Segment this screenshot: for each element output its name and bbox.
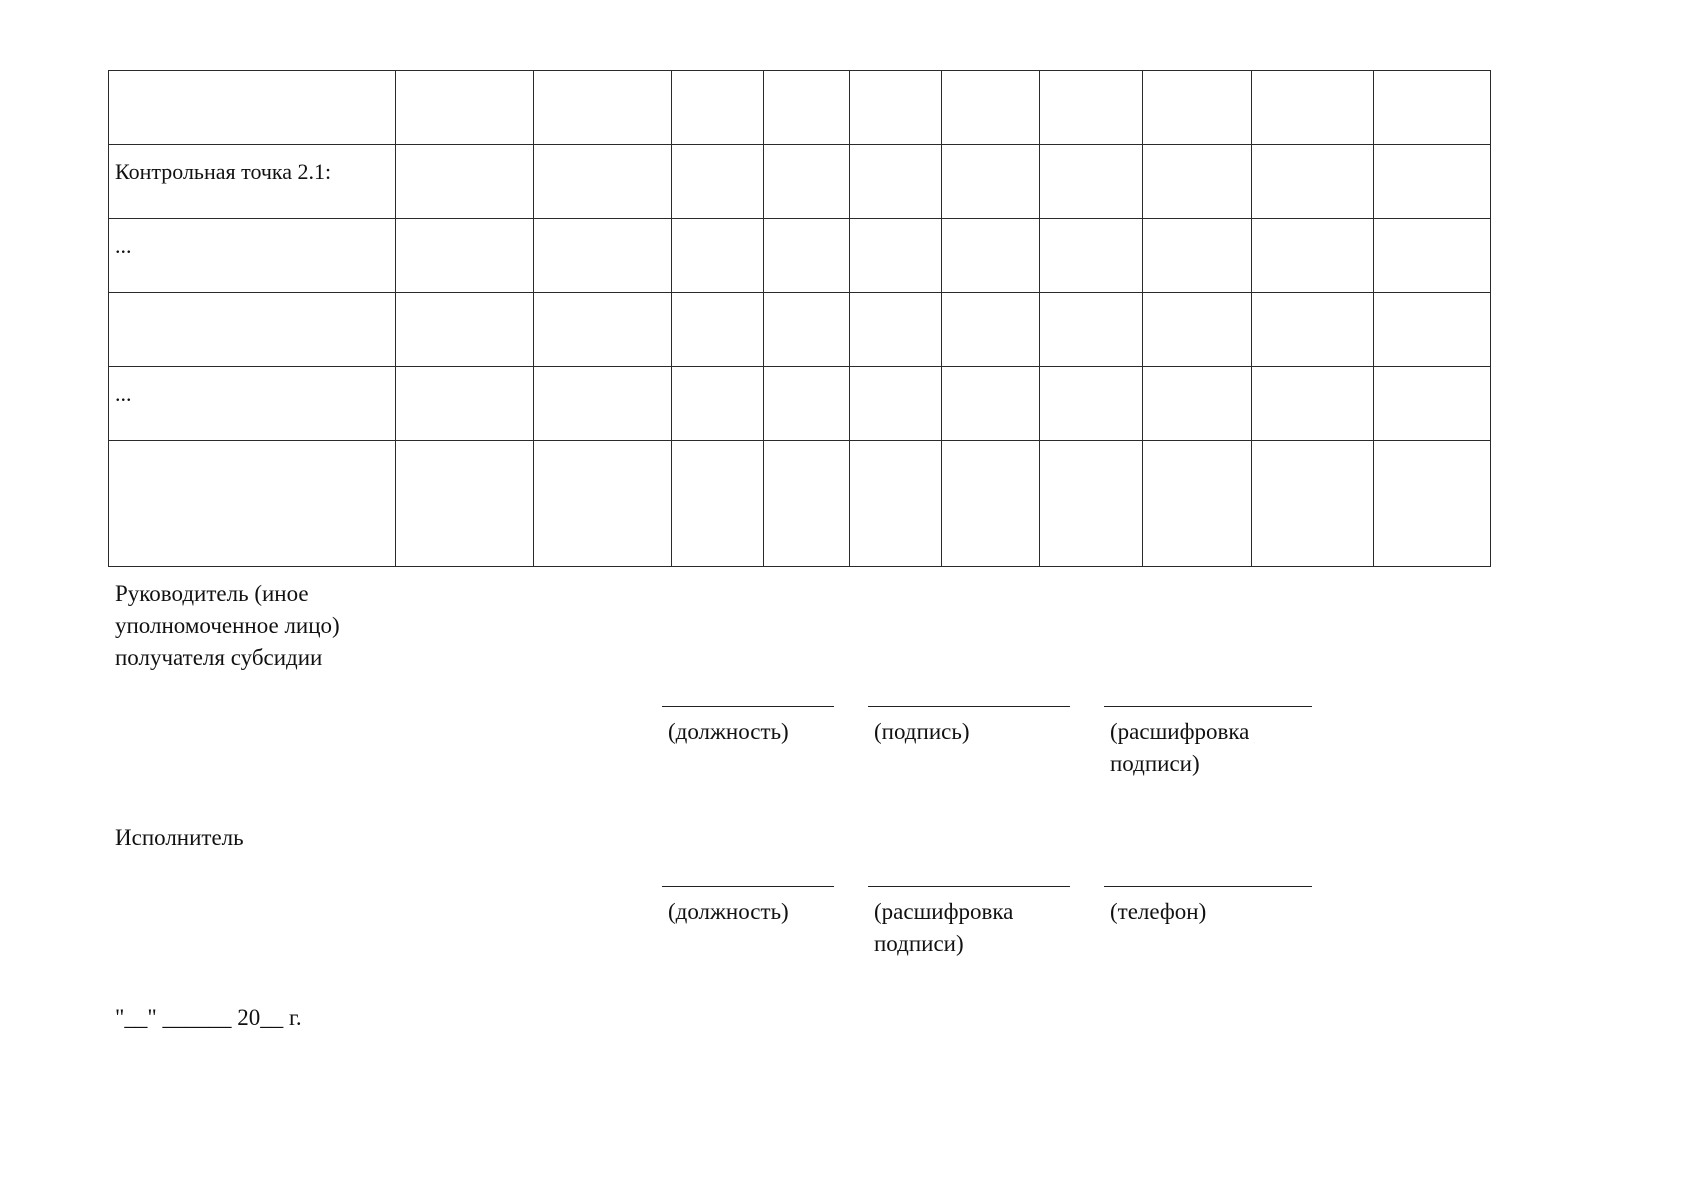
- table-row: [109, 219, 1491, 293]
- table-cell: [1040, 367, 1143, 441]
- table-cell: [396, 71, 534, 145]
- table-cell: [534, 293, 672, 367]
- table-cell: [850, 441, 942, 567]
- table-cell: [1040, 293, 1143, 367]
- executor-phone-line: [1104, 886, 1312, 887]
- table-cell: [942, 145, 1040, 219]
- executor-phone-caption: (телефон): [1110, 899, 1207, 924]
- table-cell: [534, 71, 672, 145]
- table-row: [109, 367, 1491, 441]
- head-label-line-2: уполномоченное лицо): [115, 613, 340, 638]
- table-cell: [764, 293, 850, 367]
- table-cell: [850, 293, 942, 367]
- table-cell: [396, 293, 534, 367]
- table-cell: [672, 441, 764, 567]
- head-signature-line: [868, 706, 1070, 707]
- table-row-label-cell: [109, 71, 396, 145]
- table-cell: [942, 219, 1040, 293]
- table-cell: [1374, 293, 1491, 367]
- table-cell: [1040, 219, 1143, 293]
- table-cell: [1252, 441, 1374, 567]
- table-cell: [1143, 219, 1252, 293]
- table-cell: [672, 219, 764, 293]
- table-cell: [850, 145, 942, 219]
- table-cell: [1143, 441, 1252, 567]
- head-label-line-3: получателя субсидии: [115, 645, 323, 670]
- table-cell: [1252, 367, 1374, 441]
- table-cell: [1374, 145, 1491, 219]
- table-row-label-cell: [109, 293, 396, 367]
- table-cell: [1252, 71, 1374, 145]
- table-row: [109, 293, 1491, 367]
- table-cell: [764, 367, 850, 441]
- table-cell: [1040, 71, 1143, 145]
- table-cell: [1374, 441, 1491, 567]
- executor-label: Исполнитель: [115, 825, 244, 850]
- table-cell: [942, 293, 1040, 367]
- table-cell: [396, 367, 534, 441]
- table-cell: [534, 441, 672, 567]
- table-row-label-cell: Контрольная точка 2.1:: [109, 145, 396, 219]
- table-row-label-cell: ...: [109, 367, 396, 441]
- table-body: [109, 71, 1491, 567]
- table-cell: [534, 367, 672, 441]
- table-cell: [942, 71, 1040, 145]
- executor-decoding-caption-line-1: (расшифровка: [874, 899, 1014, 924]
- head-decoding-caption-line-2: подписи): [1110, 751, 1200, 776]
- table-cell: [942, 441, 1040, 567]
- table-cell: [764, 145, 850, 219]
- executor-decoding-line: [868, 886, 1070, 887]
- table-cell: [764, 71, 850, 145]
- head-label-line-1: Руководитель (иное: [115, 581, 309, 606]
- table-cell: [534, 219, 672, 293]
- table-cell: [1252, 219, 1374, 293]
- table-cell: [1252, 293, 1374, 367]
- executor-position-caption: (должность): [668, 899, 789, 924]
- table-row-label-cell: ...: [109, 219, 396, 293]
- table-cell: [1374, 367, 1491, 441]
- executor-position-line: [662, 886, 834, 887]
- table-row-label-cell: [109, 441, 396, 567]
- table-cell: [764, 441, 850, 567]
- head-signature-caption: (подпись): [874, 719, 970, 744]
- report-table: [108, 70, 1491, 567]
- table-cell: [1143, 71, 1252, 145]
- table-cell: [1040, 441, 1143, 567]
- table-cell: [1143, 293, 1252, 367]
- table-cell: [534, 145, 672, 219]
- table-cell: [1374, 71, 1491, 145]
- table-row: [109, 71, 1491, 145]
- table-cell: [850, 219, 942, 293]
- table-cell: [1143, 367, 1252, 441]
- table-cell: [672, 71, 764, 145]
- table-cell: [396, 441, 534, 567]
- head-decoding-caption-line-1: (расшифровка: [1110, 719, 1250, 744]
- executor-decoding-caption-line-2: подписи): [874, 931, 964, 956]
- table-row: [109, 145, 1491, 219]
- table-cell: [396, 219, 534, 293]
- table-cell: [672, 145, 764, 219]
- table-cell: [672, 293, 764, 367]
- table-cell: [942, 367, 1040, 441]
- table-cell: [396, 145, 534, 219]
- table-row: [109, 441, 1491, 567]
- head-decoding-line: [1104, 706, 1312, 707]
- table-cell: [850, 71, 942, 145]
- table-cell: [764, 219, 850, 293]
- table-cell: [850, 367, 942, 441]
- head-position-line: [662, 706, 834, 707]
- table-cell: [1252, 145, 1374, 219]
- head-position-caption: (должность): [668, 719, 789, 744]
- date-line: "__" ______ 20__ г.: [115, 1005, 302, 1030]
- table-cell: [1374, 219, 1491, 293]
- table-cell: [672, 367, 764, 441]
- table-cell: [1143, 145, 1252, 219]
- table-cell: [1040, 145, 1143, 219]
